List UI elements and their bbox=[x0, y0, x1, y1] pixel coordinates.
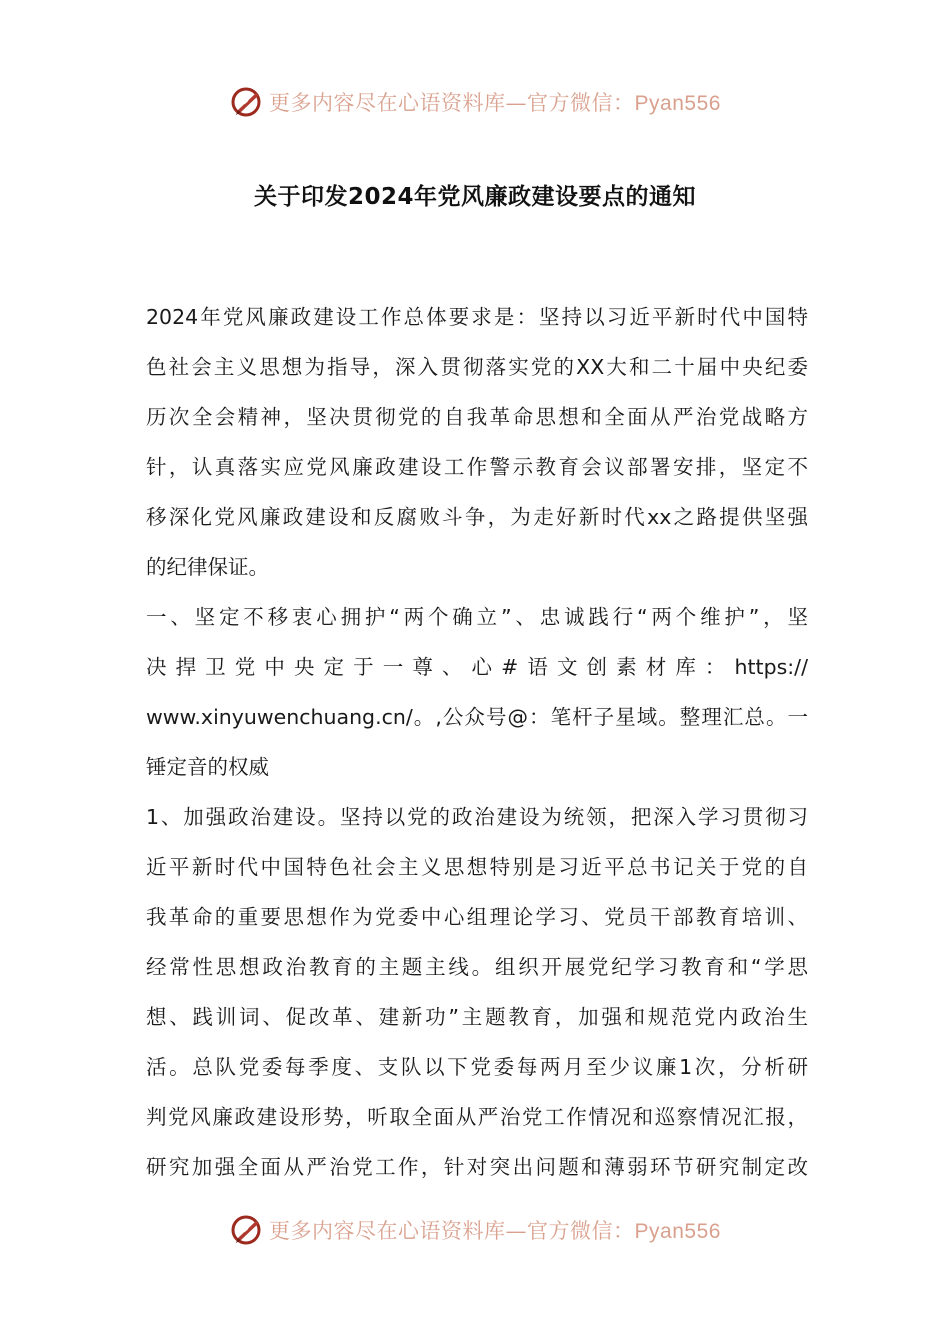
watermark-text: 更多内容尽在心语资料库—官方微信：Pyan556 bbox=[269, 91, 721, 115]
body-line: 研究加强全面从严治党工作，针对突出问题和薄弱环节研究制定改 bbox=[146, 1155, 808, 1179]
body-line: 历次全会精神，坚决贯彻党的自我革命思想和全面从严治党战略方 bbox=[146, 405, 808, 429]
body-line: 色社会主义思想为指导，深入贯彻落实党的XX大和二十届中央纪委 bbox=[146, 355, 808, 379]
body-line: 我革命的重要思想作为党委中心组理论学习、党员干部教育培训、 bbox=[146, 905, 808, 929]
wechat-id: Pyan556 bbox=[634, 92, 721, 115]
watermark-content bbox=[229, 84, 721, 120]
body-line: 2024年党风廉政建设工作总体要求是：坚持以习近平新时代中国特 bbox=[146, 305, 808, 329]
red-pen-circle-logo-icon bbox=[229, 1212, 265, 1248]
body-line: 针，认真落实应党风廉政建设工作警示教育会议部署安排，坚定不 bbox=[146, 455, 808, 479]
document-title: 关于印发2024年党风廉政建设要点的通知 bbox=[253, 184, 696, 210]
body-line: 想、践训词、促改革、建新功”主题教育，加强和规范党内政治生 bbox=[146, 1005, 808, 1029]
red-pen-circle-logo-icon bbox=[229, 84, 265, 120]
watermark-content bbox=[229, 1212, 721, 1248]
watermark-text: 更多内容尽在心语资料库—官方微信：Pyan556 bbox=[269, 1219, 721, 1243]
watermark-banner-bottom bbox=[0, 1208, 950, 1252]
body-line: www.xinyuwenchuang.cn/。,公众号@：笔杆子星域。整理汇总。一 bbox=[146, 705, 808, 729]
body-line: 1、加强政治建设。坚持以党的政治建设为统领，把深入学习贯彻习 bbox=[146, 805, 808, 829]
body-line: 判党风廉政建设形势，听取全面从严治党工作情况和巡察情况汇报， bbox=[146, 1105, 808, 1129]
body-line: 活。总队党委每季度、支队以下党委每两月至少议廉1次，分析研 bbox=[146, 1055, 808, 1079]
body-line: 一、坚定不移衷心拥护“两个确立”、忠诚践行“两个维护”，坚 bbox=[146, 605, 808, 629]
body-line: 决捍卫党中央定于一尊、心#语文创素材库：https:// bbox=[146, 655, 808, 679]
watermark-banner-top bbox=[0, 80, 950, 124]
document-body bbox=[146, 296, 808, 1196]
body-line: 近平新时代中国特色社会主义思想特别是习近平总书记关于党的自 bbox=[146, 855, 808, 879]
body-line: 锤定音的权威 bbox=[146, 755, 269, 779]
body-line: 经常性思想政治教育的主题主线。组织开展党纪学习教育和“学思 bbox=[146, 955, 808, 979]
body-line: 移深化党风廉政建设和反腐败斗争，为走好新时代xx之路提供坚强 bbox=[146, 505, 808, 529]
wechat-id: Pyan556 bbox=[634, 1220, 721, 1243]
body-line: 的纪律保证。 bbox=[146, 555, 269, 579]
